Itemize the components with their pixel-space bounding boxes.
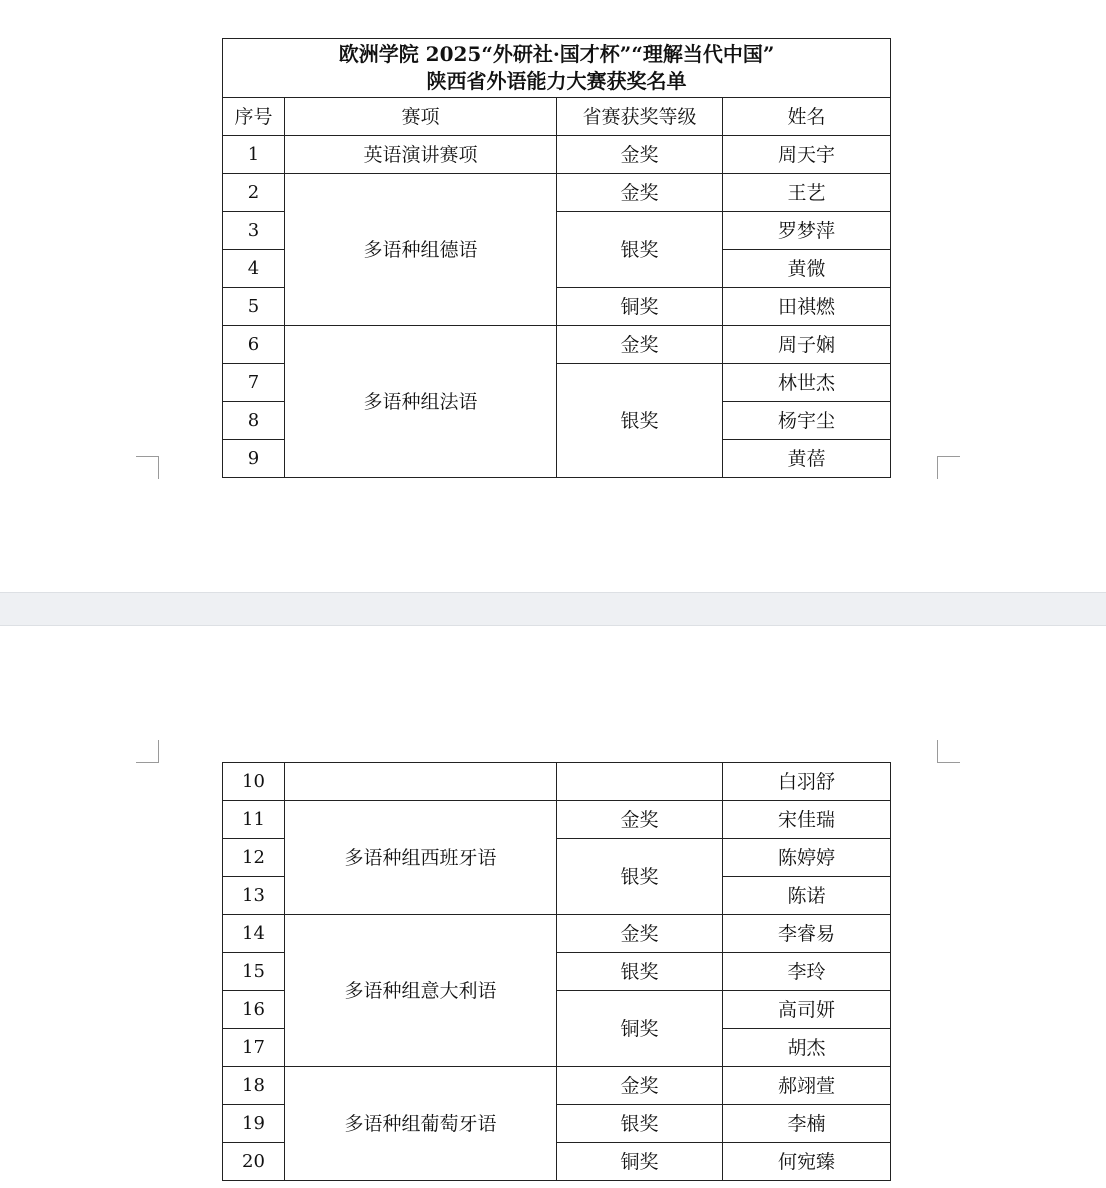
row-number: 12	[223, 839, 285, 877]
row-number: 1	[223, 136, 285, 174]
row-number: 18	[223, 1067, 285, 1105]
award-cell: 金奖	[557, 801, 723, 839]
row-number: 17	[223, 1029, 285, 1067]
table-row	[223, 763, 891, 801]
name-cell: 林世杰	[723, 364, 891, 402]
row-number: 10	[223, 763, 285, 801]
event-cell: 多语种组意大利语	[285, 915, 557, 1067]
award-cell: 金奖	[557, 915, 723, 953]
event-cell: 多语种组葡萄牙语	[285, 1067, 557, 1181]
header-row	[223, 98, 891, 136]
table-row	[223, 174, 891, 212]
name-cell: 李玲	[723, 953, 891, 991]
event-cell: 英语演讲赛项	[285, 136, 557, 174]
row-number: 11	[223, 801, 285, 839]
table-row	[223, 1067, 891, 1105]
row-number: 4	[223, 250, 285, 288]
row-number: 14	[223, 915, 285, 953]
row-number: 15	[223, 953, 285, 991]
crop-mark-left	[136, 456, 159, 479]
name-cell: 田祺燃	[723, 288, 891, 326]
award-cell: 铜奖	[557, 1143, 723, 1181]
document-page-1	[0, 0, 1106, 592]
award-cell: 金奖	[557, 326, 723, 364]
row-number: 7	[223, 364, 285, 402]
event-cell: 多语种组德语	[285, 174, 557, 326]
award-cell	[557, 763, 723, 801]
name-cell: 何宛臻	[723, 1143, 891, 1181]
table-row	[223, 326, 891, 364]
header-event: 赛项	[285, 98, 557, 136]
row-number: 2	[223, 174, 285, 212]
name-cell: 李睿易	[723, 915, 891, 953]
crop-mark-left	[136, 740, 159, 763]
award-cell: 银奖	[557, 212, 723, 288]
name-cell: 罗梦萍	[723, 212, 891, 250]
table-row	[223, 801, 891, 839]
crop-mark-right	[937, 456, 960, 479]
row-number: 3	[223, 212, 285, 250]
award-cell: 银奖	[557, 1105, 723, 1143]
name-cell: 陈诺	[723, 877, 891, 915]
name-cell: 黄微	[723, 250, 891, 288]
row-number: 20	[223, 1143, 285, 1181]
crop-mark-right	[937, 740, 960, 763]
awards-table-part-1	[222, 38, 891, 478]
header-serial: 序号	[223, 98, 285, 136]
page-separator	[0, 592, 1106, 626]
name-cell: 陈婷婷	[723, 839, 891, 877]
award-cell: 金奖	[557, 136, 723, 174]
document-page-2	[0, 626, 1106, 1188]
row-number: 6	[223, 326, 285, 364]
row-number: 8	[223, 402, 285, 440]
award-cell: 银奖	[557, 953, 723, 991]
award-cell: 银奖	[557, 839, 723, 915]
row-number: 9	[223, 440, 285, 478]
name-cell: 杨宇尘	[723, 402, 891, 440]
event-cell	[285, 763, 557, 801]
title-line-1: 欧洲学院 2025“外研社·国才杯”“理解当代中国”	[338, 42, 775, 66]
award-cell: 铜奖	[557, 991, 723, 1067]
row-number: 19	[223, 1105, 285, 1143]
name-cell: 黄蓓	[723, 440, 891, 478]
award-cell: 铜奖	[557, 288, 723, 326]
award-cell: 金奖	[557, 174, 723, 212]
table-row	[223, 136, 891, 174]
name-cell: 宋佳瑞	[723, 801, 891, 839]
award-cell: 银奖	[557, 364, 723, 478]
event-cell: 多语种组西班牙语	[285, 801, 557, 915]
header-name: 姓名	[723, 98, 891, 136]
name-cell: 高司妍	[723, 991, 891, 1029]
name-cell: 胡杰	[723, 1029, 891, 1067]
name-cell: 王艺	[723, 174, 891, 212]
title-row	[223, 39, 891, 98]
title-line-2: 陕西省外语能力大赛获奖名单	[426, 69, 687, 93]
row-number: 13	[223, 877, 285, 915]
awards-table-part-2	[222, 762, 891, 1181]
row-number: 5	[223, 288, 285, 326]
name-cell: 李楠	[723, 1105, 891, 1143]
award-cell: 金奖	[557, 1067, 723, 1105]
row-number: 16	[223, 991, 285, 1029]
name-cell: 周子娴	[723, 326, 891, 364]
event-cell: 多语种组法语	[285, 326, 557, 478]
table-row	[223, 915, 891, 953]
name-cell: 郝翊萱	[723, 1067, 891, 1105]
name-cell: 白羽舒	[723, 763, 891, 801]
name-cell: 周天宇	[723, 136, 891, 174]
header-award-level: 省赛获奖等级	[557, 98, 723, 136]
table-title	[223, 39, 891, 98]
